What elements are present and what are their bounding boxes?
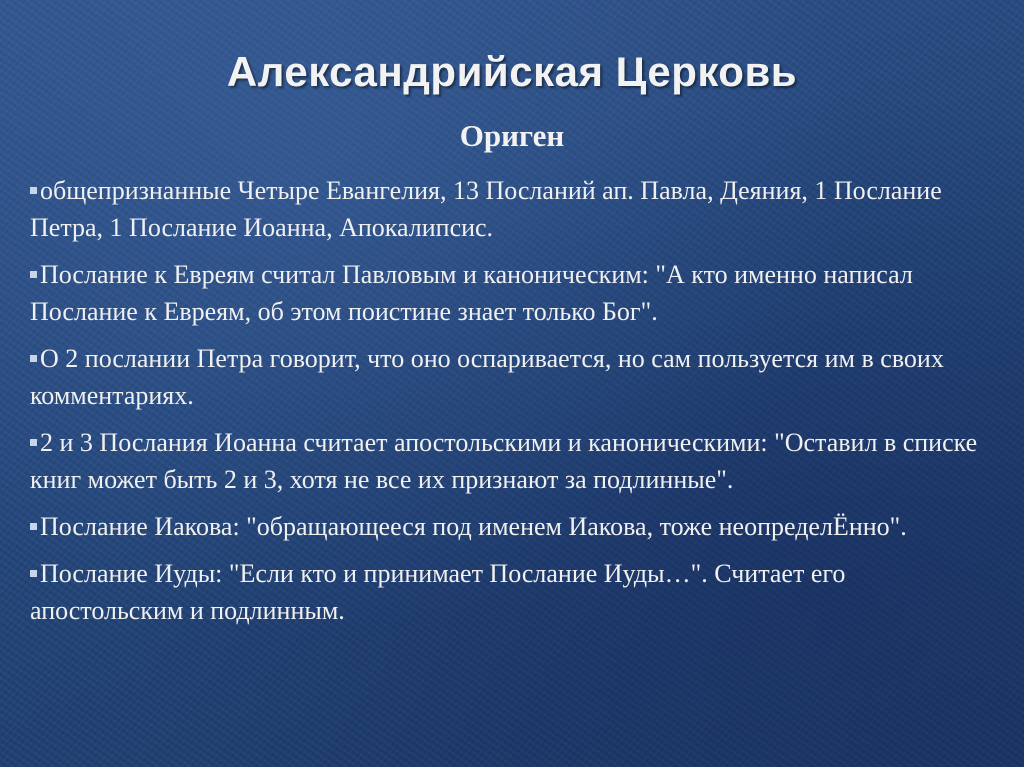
list-item	[30, 340, 996, 414]
square-bullet-icon	[30, 523, 37, 530]
square-bullet-icon	[30, 439, 37, 446]
list-item-text: О 2 послании Петра говорит, что оно оспаривается, но сам пользуется им в своих комментариях.	[30, 344, 944, 410]
square-bullet-icon	[30, 187, 37, 194]
list-item	[30, 172, 996, 246]
list-item-text: Послание Иакова: "обращающееся под именем Иакова, тоже неопределЁнно".	[40, 512, 907, 541]
list-item	[30, 256, 996, 330]
list-item	[30, 508, 996, 545]
list-item-text: Послание Иуды: "Если кто и принимает Послание Иуды…". Считает его апостольским и подлинным.	[30, 559, 846, 625]
square-bullet-icon	[30, 570, 37, 577]
list-item-text: Послание к Евреям считал Павловым и каноническим: "А кто именно написал Послание к Евреям, об этом поистине знает только Бог".	[30, 260, 913, 326]
slide-subtitle: Ориген	[459, 118, 565, 153]
square-bullet-icon	[30, 355, 37, 362]
square-bullet-icon	[30, 271, 37, 278]
list-item	[30, 424, 996, 498]
list-item-text: 2 и 3 Послания Иоанна считает апостольскими и каноническими: "Оставил в списке книг может быть 2 и 3, хотя не все их признают за подлинные".	[30, 428, 978, 494]
list-item	[30, 555, 996, 629]
list-item-text: общепризнанные Четыре Евангелия, 13 Посланий ап. Павла, Деяния, 1 Послание Петра, 1 Послание Иоанна, Апокалипсис.	[30, 176, 942, 242]
slide-title: Александрийская Церковь	[226, 48, 798, 95]
bullet-list	[30, 172, 996, 639]
